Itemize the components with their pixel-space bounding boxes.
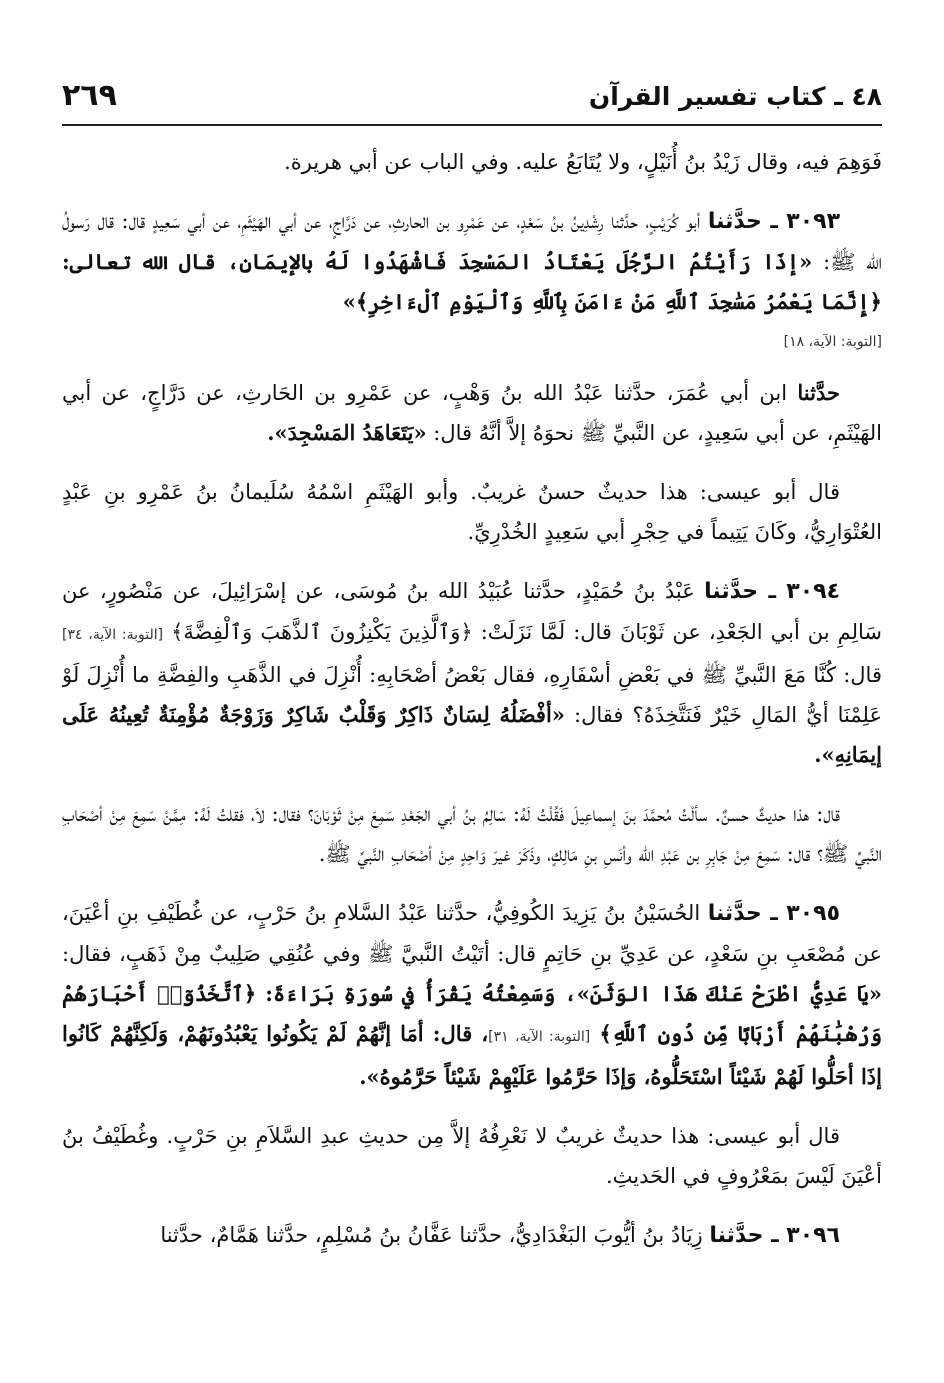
isnad-text-2: قال: كُنَّا مَعَ النَّبيِّ ﷺ في بَعْضِ أسْفَارِهِ، فقال بَعْضُ أصْحَابِهِ: أُنْزِلَ في الذَّهَبِ والفِضَّةِ ما أُنْزِلَ لَوْ عَلِمْنَا أيُّ المَالِ خَيْرٌ فَنَتَّخِذَهُ؟ فقال: (62, 663, 882, 727)
hadith-3095 (62, 893, 882, 1097)
chapter-title: ٤٨ ـ كتاب تفسير القرآن (588, 82, 882, 111)
isnad-text: أبو كُرَيْبٍ، حدَّثنا رِشْدِينُ بنُ سَعْدٍ، عن عَمْرِو بن الحارثِ، عن دَرَّاجٍ، عن أبي الهَيْثَمِ، عن أبي سَعِيدٍ قال: قال رَسولُ الله ﷺ: (62, 209, 882, 274)
hadith-3096 (62, 1215, 882, 1256)
isnad-text: ابن أبي عُمَرَ، حدَّثنا عَبْدُ الله بنُ وَهْبٍ، عن عَمْرِو بن الحَارثِ، عن دَرَّاجٍ، عن أبي الهَيْثَمِ، عن أبي سَعِيدٍ، عن النَّبيِّ ﷺ نحوَهُ إلاَّ أنَّهُ قال: (62, 381, 882, 445)
commentary-3094 (62, 794, 882, 874)
hadith-lead: حدَّثنا (797, 380, 840, 405)
paragraph-continuation (62, 142, 882, 182)
page-header (62, 70, 882, 122)
hadith-number: ٣٠٩٤ ـ حدَّثنا (704, 579, 840, 604)
hadith-3093-variant (62, 373, 882, 453)
matn-text: «يَا عَدِيُّ اطْرَحْ عَنْكَ هَذَا الوَثَنَ»، وَسَمِعْتُهُ يَقْرَأُ في سُورَةِ بَرَاءَةَ: ﴿ٱتَّخَذُوٓا۟ أَحْبَارَهُمْ وَرُهْبَٰنَهُمْ أَرْبَابًا مِّن دُونِ ٱللَّهِ﴾ (62, 981, 882, 1046)
paragraph-text: قال: هذا حديثٌ حسنٌ. سألْتُ مُحمَّدَ بنَ إسماعِيلَ فَقُلْتُ لَهُ: سَالِمُ بنُ أبي الجَعْدِ سَمِعَ مِنْ ثَوْبَانَ؟ فقال: لاَ، فقلتُ لَهُ: مِمَّنْ سَمِعَ مِنْ أصْحَابِ النَّبيِّ ﷺ؟ قال: سَمِعَ مِنْ جَابِرِ بن عَبْدِ الله وأنَسِ بنِ مَالِكٍ، وذَكَرَ غيرَ وَاحِدٍ مِنْ أصْحَابِ النَّبيِّ ﷺ. (62, 802, 882, 866)
paragraph-text: قال أبو عيسى: هذا حديثٌ غريبٌ لا نَعْرِفُهُ إلاَّ مِن حديثِ عبدِ السَّلاَمِ بنِ حَرْبٍ. وغُطَيْفُ بنُ أعْيَنَ لَيْسَ بمَعْرُوفٍ في الحَديثِ. (62, 1124, 882, 1188)
page-number: ٢٦٩ (62, 78, 117, 113)
hadith-number: ٣٠٩٦ ـ حدَّثنا (709, 1223, 840, 1248)
paragraph-text: قال أبو عيسى: هذا حديثٌ حسنٌ غريبٌ. وأبو الهَيْثَمِ اسْمُهُ سُلَيمانُ بنُ عَمْرِو بنِ عَبْدٍ العُتْوَارِيُّ، وكَانَ يَتِيماً في حِجْرِ أبي سَعِيدٍ الخُدْرِيِّ. (62, 480, 882, 544)
hadith-3093 (62, 201, 882, 322)
hadith-3094 (62, 571, 882, 775)
header-divider (62, 124, 882, 126)
quran-reference: [التوبة: الآية، ٣١] (488, 1029, 591, 1045)
hadith-number: ٣٠٩٣ ـ حدَّثنا (707, 209, 841, 234)
page-body (62, 142, 882, 1367)
hadith-number: ٣٠٩٥ ـ حدَّثنا (707, 901, 840, 926)
paragraph-text: فَوَهِمَ فيه، وقال زَيْدُ بنُ أُنَيْلٍ، ولا يُتَابَعُ عليه. وفي الباب عن أبي هريرة. (284, 150, 882, 174)
matn-text: «يَتَعَاهَدُ المَسْجِدَ». (267, 420, 427, 445)
commentary-3095 (62, 1116, 882, 1196)
quran-reference: [التوبة: الآية، ١٨] (783, 334, 882, 350)
quran-reference: [التوبة: الآية، ٣٤] (62, 627, 164, 643)
commentary-3093 (62, 472, 882, 552)
matn-text: «أفْضَلُهُ لِسَانٌ ذَاكِرٌ وَقَلْبٌ شَاكِرٌ وَزَوْجَةٌ مُؤْمِنَةٌ تُعِينُهُ عَلَى إيمَانِهِ». (62, 702, 882, 767)
isnad-text: زِيَادُ بنُ أيُّوبَ البَغْدَادِيُّ، حدَّثنا عَفَّانُ بنُ مُسْلِمٍ، حدَّثنا هَمَّامٌ، حدَّثنا (160, 1223, 710, 1247)
isnad-text: الحُسَيْنُ بنُ يَزِيدَ الكُوفِيُّ، حدَّثنا عَبْدُ السَّلامِ بنُ حَرْبٍ، عن غُطَيْفِ بنِ أعْيَنَ، عن مُصْعَبِ بنِ سَعْدٍ، عن عَدِيِّ بنِ حَاتِمٍ قال: أتَيْتُ النَّبيَّ ﷺ وفي عُنُقِي صَلِيبٌ مِنْ ذَهَبٍ، فقال: (62, 901, 882, 966)
isnad-text: عَبْدُ بنُ حُمَيْدٍ، حدَّثنا عُبَيْدُ الله بنُ مُوسَى، عن إسْرَائِيلَ، عن مَنْصُورٍ، عن سَالِمِ بن أبي الجَعْدِ، عن ثَوْبَانَ قال: لَمَّا نَزَلَتْ: ﴿وَٱلَّذِينَ يَكْنِزُونَ ٱلذَّهَبَ وَٱلْفِضَّةَ﴾ (62, 579, 882, 644)
matn-text: «إذَا رَأَيْتُمُ الرَّجُلَ يَعْتَادُ المَسْجِدَ فَاشْهَدُوا لَهُ بالإيمَانِ، قال الله تعالى: ﴿إِنَّمَا يَعْمُرُ مَسَٰجِدَ ٱللَّهِ مَنْ ءَامَنَ بِٱللَّهِ وَٱلْيَوْمِ ٱلْءَاخِرِ﴾» (62, 249, 882, 314)
matn-text-2: ، قال: أمَا إنَّهُمْ لَمْ يَكُونُوا يَعْبُدُونَهُمْ، وَلَكِنَّهُمْ كَانُوا إذَا أحَلُّوا لَهُمْ شَيْئاً اسْتَحَلُّوهُ، وَإذَا حَرَّمُوا عَلَيْهِمْ شَيْئاً حَرَّمُوهُ». (62, 1021, 882, 1089)
